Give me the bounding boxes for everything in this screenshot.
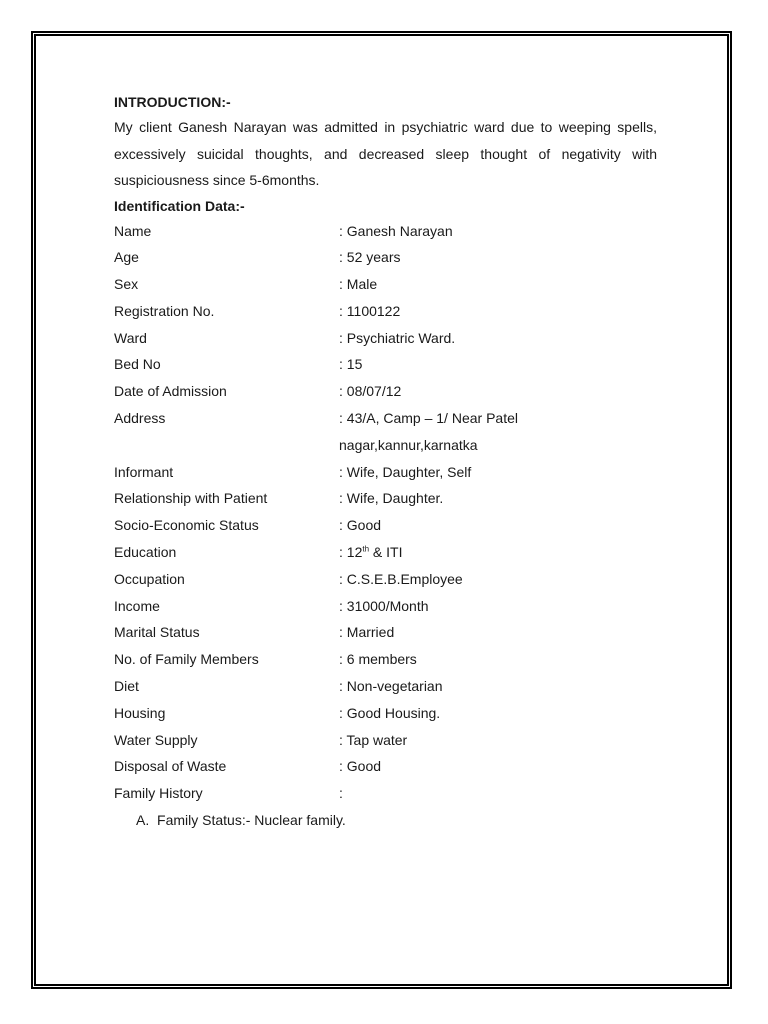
field-label: Name bbox=[114, 222, 152, 239]
field-label: Disposal of Waste bbox=[114, 758, 227, 775]
field-value: : Tap water bbox=[339, 731, 408, 748]
identification-row-housing bbox=[114, 700, 657, 727]
field-value: : Good Housing. bbox=[339, 704, 441, 721]
field-label: Sex bbox=[114, 276, 139, 293]
field-value: : 08/07/12 bbox=[339, 383, 402, 400]
field-value: : Non-vegetarian bbox=[339, 678, 443, 695]
field-label: Education bbox=[114, 544, 177, 561]
field-label: Date of Admission bbox=[114, 383, 227, 400]
field-value: : Wife, Daughter, Self bbox=[339, 463, 472, 480]
field-value: : 15 bbox=[339, 356, 363, 373]
identification-row-occupation bbox=[114, 566, 657, 593]
identification-row-age bbox=[114, 244, 657, 271]
field-label: No. of Family Members bbox=[114, 651, 259, 668]
field-label: Relationship with Patient bbox=[114, 490, 268, 507]
identification-row-relationship bbox=[114, 485, 657, 512]
field-label: Bed No bbox=[114, 356, 161, 373]
field-label: Diet bbox=[114, 678, 139, 695]
identification-row-diet bbox=[114, 673, 657, 700]
field-label: Occupation bbox=[114, 570, 185, 587]
identification-row-water-supply bbox=[114, 727, 657, 754]
identification-row-marital-status bbox=[114, 619, 657, 646]
education-value-superscript: th bbox=[362, 544, 370, 554]
field-label: Marital Status bbox=[114, 624, 200, 641]
identification-row-address-continued bbox=[114, 432, 657, 459]
identification-row-sex bbox=[114, 271, 657, 298]
identification-row-family-members bbox=[114, 646, 657, 673]
identification-row-waste-disposal bbox=[114, 753, 657, 780]
field-label: Family History bbox=[114, 785, 203, 802]
field-label: Age bbox=[114, 249, 139, 266]
identification-row-address bbox=[114, 405, 657, 432]
field-label: Address bbox=[114, 410, 166, 427]
field-value: : C.S.E.B.Employee bbox=[339, 570, 463, 587]
identification-row-informant bbox=[114, 459, 657, 486]
field-label: Registration No. bbox=[114, 302, 215, 319]
field-label: Informant bbox=[114, 463, 174, 480]
field-value: : Ganesh Narayan bbox=[339, 222, 453, 239]
field-label: Income bbox=[114, 597, 160, 614]
field-value: : Male bbox=[339, 276, 378, 293]
identification-row-socio-economic bbox=[114, 512, 657, 539]
identification-row-education bbox=[114, 539, 657, 566]
education-value-suffix: & ITI bbox=[369, 544, 403, 561]
field-value: : Psychiatric Ward. bbox=[339, 329, 456, 346]
field-label: Ward bbox=[114, 329, 147, 346]
family-status-text: Family Status:- Nuclear family. bbox=[157, 812, 346, 829]
field-value: : 1100122 bbox=[339, 302, 401, 319]
field-label: Housing bbox=[114, 704, 166, 721]
field-value: nagar,kannur,karnatka bbox=[339, 436, 478, 453]
field-value: : Good bbox=[339, 758, 382, 775]
field-value: : 6 members bbox=[339, 651, 417, 668]
field-label: Socio-Economic Status bbox=[114, 517, 259, 534]
document-content bbox=[114, 90, 657, 834]
field-value: : 52 years bbox=[339, 249, 401, 266]
identification-heading: Identification Data:- bbox=[114, 197, 245, 214]
field-label bbox=[114, 432, 339, 459]
identification-row-bed bbox=[114, 351, 657, 378]
field-value bbox=[339, 539, 657, 566]
identification-row-admission-date bbox=[114, 378, 657, 405]
field-value: : 43/A, Camp – 1/ Near Patel bbox=[339, 410, 518, 427]
list-marker: A. bbox=[136, 812, 150, 829]
identification-row-family-history bbox=[114, 780, 657, 807]
family-status-item bbox=[114, 807, 657, 834]
field-label: Water Supply bbox=[114, 731, 198, 748]
identification-row-name bbox=[114, 218, 657, 245]
field-value: : Good bbox=[339, 517, 382, 534]
field-value: : bbox=[339, 785, 343, 802]
field-value: : Married bbox=[339, 624, 395, 641]
introduction-paragraph: My client Ganesh Narayan was admitted in psychiatric ward due to weeping spells, excessively suicidal thoughts, and decreased sleep thought of negativity with suspiciousness since 5-6months. bbox=[114, 119, 657, 188]
identification-row-income bbox=[114, 593, 657, 620]
education-value-prefix: : 12 bbox=[339, 544, 363, 561]
identification-table bbox=[114, 218, 657, 808]
identification-row-ward bbox=[114, 325, 657, 352]
introduction-heading: INTRODUCTION:- bbox=[114, 94, 231, 110]
field-value: : 31000/Month bbox=[339, 597, 429, 614]
identification-row-registration bbox=[114, 298, 657, 325]
field-value: : Wife, Daughter. bbox=[339, 490, 444, 507]
